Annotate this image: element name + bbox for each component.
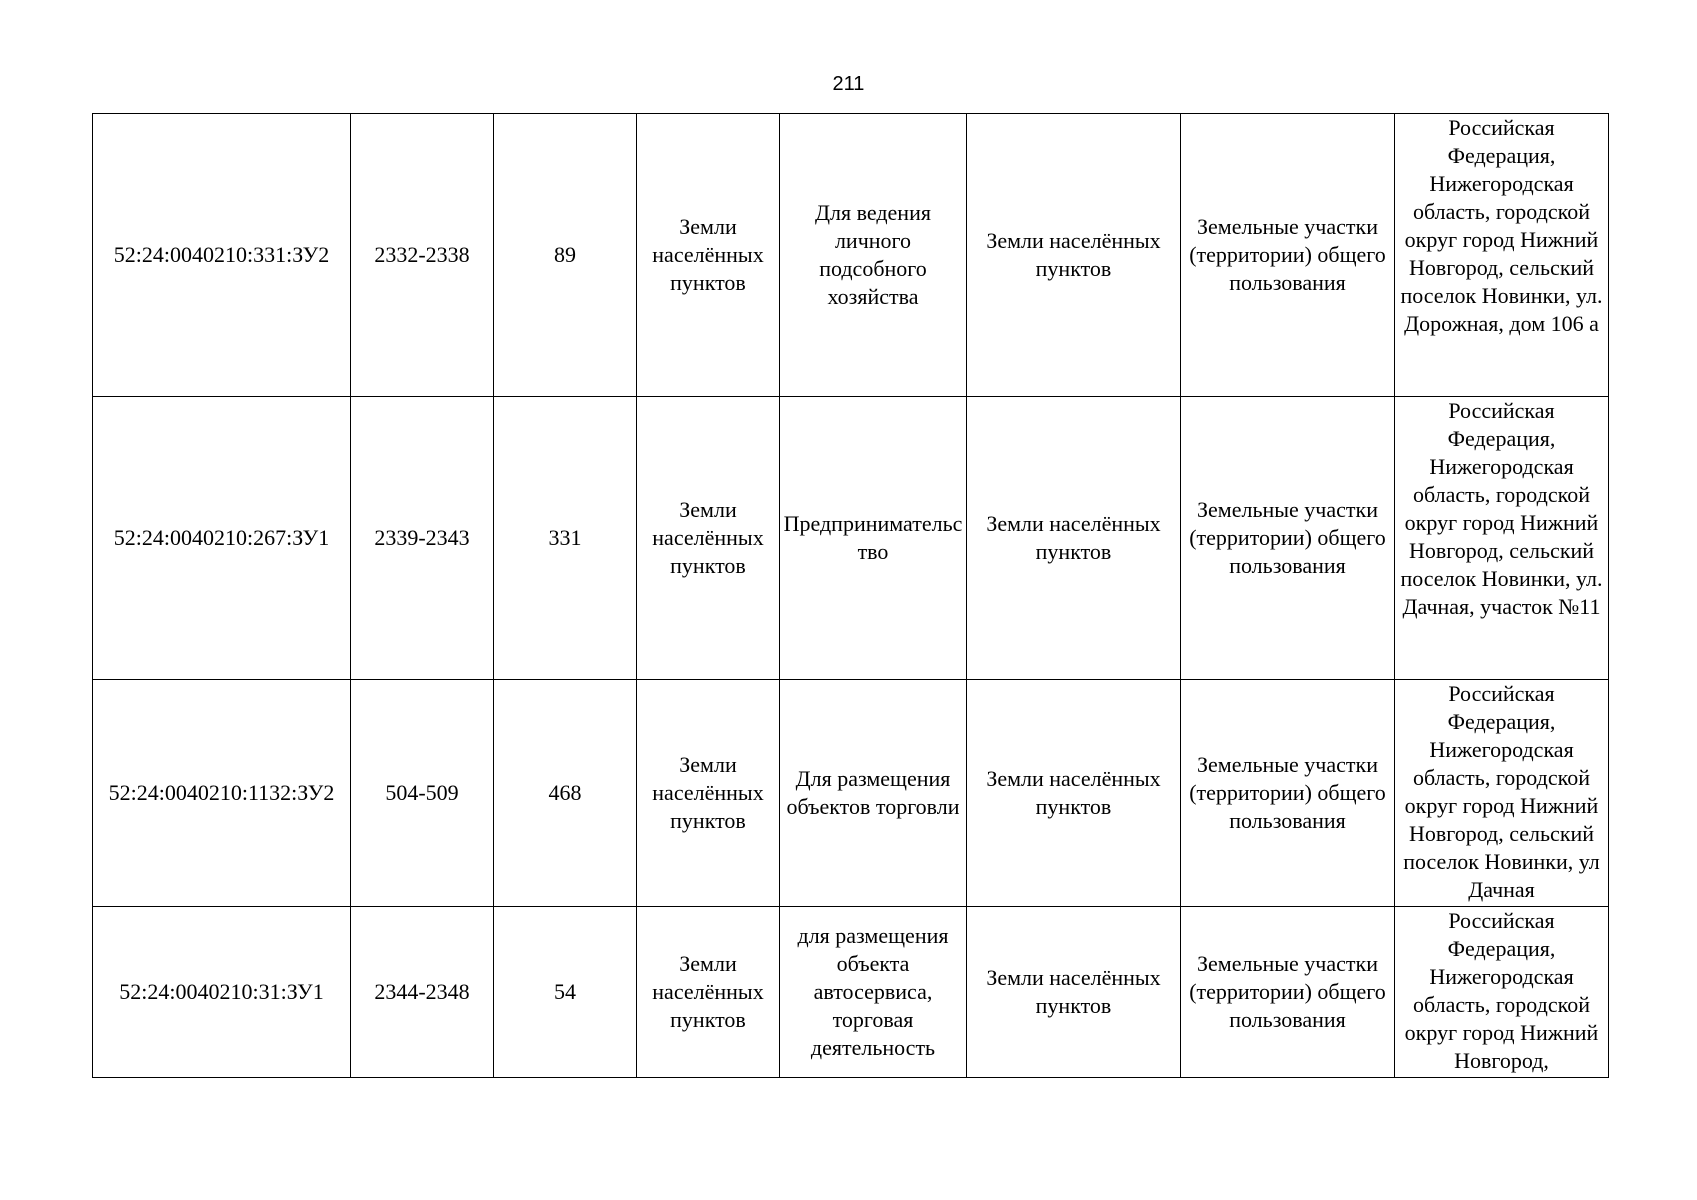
address-cell <box>1395 680 1609 907</box>
address-text: Российская Федерация, Нижегородская область, городской округ город Нижний Новгород, сельский поселок Новинки, ул. Дорожная, дом 106 а <box>1400 115 1603 336</box>
area-cell: 89 <box>494 114 637 397</box>
permitted-use-cell: для размещения объекта автосервиса, торговая деятельность <box>780 907 967 1078</box>
address-text: Российская Федерация, Нижегородская область, городской округ город Нижний Новгород, сельский поселок Новинки, ул Дачная <box>1403 681 1600 902</box>
table-row <box>93 907 1609 1078</box>
land-category-cell: Земли населённых пунктов <box>637 397 780 680</box>
address-cell <box>1395 114 1609 397</box>
area-cell: 54 <box>494 907 637 1078</box>
area-cell: 468 <box>494 680 637 907</box>
cadastral-number-cell: 52:24:0040210:1132:ЗУ2 <box>93 680 351 907</box>
permitted-use-cell: Предпринимательство <box>780 397 967 680</box>
table-row <box>93 680 1609 907</box>
land-category-cell: Земли населённых пунктов <box>637 114 780 397</box>
cadastral-number-cell: 52:24:0040210:31:ЗУ1 <box>93 907 351 1078</box>
land-plot-table <box>92 113 1609 1078</box>
permitted-use-cell: Для размещения объектов торговли <box>780 680 967 907</box>
address-text: Российская Федерация, Нижегородская область, городской округ город Нижний Новгород, сельский поселок Новинки, ул. Дачная, участок №11 <box>1400 398 1603 619</box>
points-range-cell: 2339-2343 <box>351 397 494 680</box>
cadastral-number-cell: 52:24:0040210:331:ЗУ2 <box>93 114 351 397</box>
purpose-cell: Земельные участки (территории) общего пользования <box>1181 680 1395 907</box>
purpose-cell: Земельные участки (территории) общего пользования <box>1181 114 1395 397</box>
cadastral-number-cell: 52:24:0040210:267:ЗУ1 <box>93 397 351 680</box>
land-category-cell: Земли населённых пунктов <box>637 907 780 1078</box>
zone-category-cell: Земли населённых пунктов <box>967 397 1181 680</box>
points-range-cell: 504-509 <box>351 680 494 907</box>
permitted-use-cell: Для ведения личного подсобного хозяйства <box>780 114 967 397</box>
address-cell <box>1395 907 1609 1078</box>
zone-category-cell: Земли населённых пунктов <box>967 680 1181 907</box>
area-cell: 331 <box>494 397 637 680</box>
address-cell <box>1395 397 1609 680</box>
zone-category-cell: Земли населённых пунктов <box>967 114 1181 397</box>
table-row <box>93 114 1609 397</box>
land-category-cell: Земли населённых пунктов <box>637 680 780 907</box>
purpose-cell: Земельные участки (территории) общего пользования <box>1181 397 1395 680</box>
purpose-cell: Земельные участки (территории) общего пользования <box>1181 907 1395 1078</box>
page-number: 211 <box>832 73 865 95</box>
points-range-cell: 2344-2348 <box>351 907 494 1078</box>
points-range-cell: 2332-2338 <box>351 114 494 397</box>
table-row <box>93 397 1609 680</box>
address-text: Российская Федерация, Нижегородская область, городской округ город Нижний Новгород, <box>1404 908 1599 1073</box>
zone-category-cell: Земли населённых пунктов <box>967 907 1181 1078</box>
